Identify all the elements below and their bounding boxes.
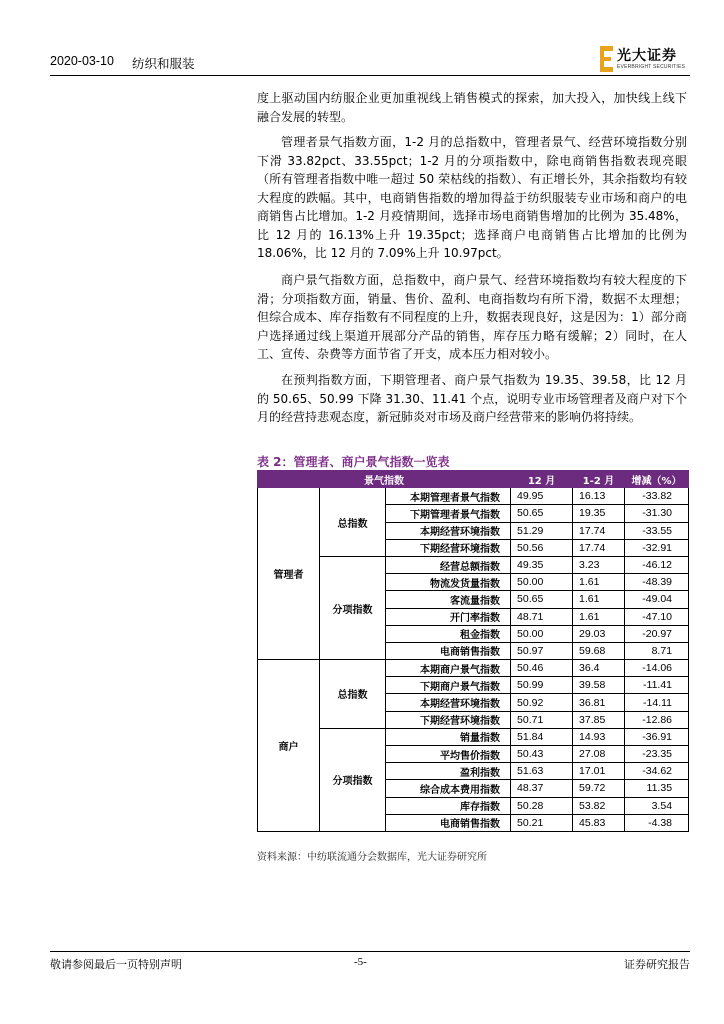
janfeb-value-cell: 1.61	[573, 591, 625, 608]
logo-text: 光大证券	[617, 48, 677, 64]
dec-value-cell: 49.95	[511, 488, 573, 505]
index-name-cell: 本期管理者景气指数	[386, 488, 511, 505]
janfeb-value-cell: 39.58	[573, 677, 625, 694]
janfeb-value-cell: 59.72	[573, 780, 625, 797]
janfeb-value-cell: 17.74	[573, 539, 625, 556]
row-category: 商户	[258, 660, 320, 832]
header-divider	[50, 75, 690, 76]
index-table	[257, 470, 689, 832]
change-value-cell: 3.54	[625, 797, 689, 814]
report-type: 证券研究报告	[624, 958, 690, 971]
row-category: 管理者	[258, 488, 320, 660]
index-name-cell: 物流发货量指数	[386, 574, 511, 591]
dec-value-cell: 50.97	[511, 642, 573, 659]
row-group: 分项指数	[320, 556, 386, 659]
change-value-cell: 11.35	[625, 780, 689, 797]
index-name-cell: 综合成本费用指数	[386, 780, 511, 797]
janfeb-value-cell: 29.03	[573, 625, 625, 642]
change-value-cell: -46.12	[625, 556, 689, 573]
dec-value-cell: 49.35	[511, 556, 573, 573]
index-name-cell: 下期管理者景气指数	[386, 505, 511, 522]
change-value-cell: -12.86	[625, 711, 689, 728]
index-name-cell: 本期经营环境指数	[386, 694, 511, 711]
janfeb-value-cell: 53.82	[573, 797, 625, 814]
paragraph: 在预判指数方面，下期管理者、商户景气指数为 19.35、39.58，比 12 月的 50.65、50.99 下降 31.30、11.41 个点，说明专业市场管理者及商户对下个月的经营持悲观态度，新冠肺炎对市场及商户经营带来的影响仍将持续。	[257, 373, 687, 424]
janfeb-value-cell: 59.68	[573, 642, 625, 659]
janfeb-value-cell: 19.35	[573, 505, 625, 522]
table-row	[258, 728, 689, 745]
janfeb-value-cell: 14.93	[573, 728, 625, 745]
index-name-cell: 经营总额指数	[386, 556, 511, 573]
index-name-cell: 平均售价指数	[386, 746, 511, 763]
column-header: 景气指数	[258, 471, 511, 488]
change-value-cell: 8.71	[625, 642, 689, 659]
index-name-cell: 下期商户景气指数	[386, 677, 511, 694]
janfeb-value-cell: 3.23	[573, 556, 625, 573]
janfeb-value-cell: 37.85	[573, 711, 625, 728]
change-value-cell: -49.04	[625, 591, 689, 608]
index-name-cell: 电商销售指数	[386, 642, 511, 659]
column-header: 12 月	[511, 471, 573, 488]
report-sector: 纺织和服装	[132, 56, 195, 71]
dec-value-cell: 50.56	[511, 539, 573, 556]
index-name-cell: 下期经营环境指数	[386, 539, 511, 556]
janfeb-value-cell: 16.13	[573, 488, 625, 505]
change-value-cell: -20.97	[625, 625, 689, 642]
dec-value-cell: 50.28	[511, 797, 573, 814]
dec-value-cell: 51.63	[511, 763, 573, 780]
index-name-cell: 下期经营环境指数	[386, 711, 511, 728]
change-value-cell: -47.10	[625, 608, 689, 625]
change-value-cell: -32.91	[625, 539, 689, 556]
column-header: 增减（%）	[625, 471, 689, 488]
row-group: 总指数	[320, 660, 386, 729]
column-header: 1-2 月	[573, 471, 625, 488]
table-header-row	[258, 471, 689, 488]
paragraph: 管理者景气指数方面，1-2 月的总指数中，管理者景气、经营环境指数分别下滑 33.82pct、33.55pct；1-2 月的分项指数中，除电商销售指数表现亮眼（所有管理者指数中唯一超过 50 荣枯线的指数）、有正增长外，其余指数均有较大程度的跌幅。其中，电商销售指数的增加得益于纺织服装专业市场和商户的电商销售占比增加。1-2 月疫情期间，选择市场电商销售增加的比例为 35.48%，比 12 月的 16.13%上升 19.35pct；选择商户电商销售占比增加的比例为 18.06%，比 12 月的 7.09%上升 10.97pct。	[257, 135, 687, 260]
change-value-cell: -11.41	[625, 677, 689, 694]
footer-divider	[50, 951, 690, 952]
dec-value-cell: 50.65	[511, 591, 573, 608]
paragraph: 度上驱动国内纺服企业更加重视线上销售模式的探索，加大投入，加快线上线下融合发展的转型。	[257, 91, 687, 124]
change-value-cell: -31.30	[625, 505, 689, 522]
index-name-cell: 租金指数	[386, 625, 511, 642]
change-value-cell: -36.91	[625, 728, 689, 745]
table-source: 资料来源：中纺联流通分会数据库，光大证券研究所	[257, 852, 487, 863]
dec-value-cell: 48.71	[511, 608, 573, 625]
page-number: -5-	[354, 956, 367, 968]
janfeb-value-cell: 36.81	[573, 694, 625, 711]
dec-value-cell: 50.46	[511, 660, 573, 677]
janfeb-value-cell: 1.61	[573, 574, 625, 591]
change-value-cell: -23.35	[625, 746, 689, 763]
dec-value-cell: 48.37	[511, 780, 573, 797]
janfeb-value-cell: 1.61	[573, 608, 625, 625]
table-row	[258, 488, 689, 505]
index-name-cell: 开门率指数	[386, 608, 511, 625]
report-date: 2020-03-10	[50, 54, 114, 68]
table-body	[258, 488, 689, 832]
janfeb-value-cell: 17.74	[573, 522, 625, 539]
logo-mark-icon	[600, 46, 613, 72]
disclaimer-note: 敬请参阅最后一页特别声明	[50, 958, 182, 971]
change-value-cell: -33.55	[625, 522, 689, 539]
index-name-cell: 盈利指数	[386, 763, 511, 780]
dec-value-cell: 50.92	[511, 694, 573, 711]
dec-value-cell: 50.21	[511, 814, 573, 831]
change-value-cell: -4.38	[625, 814, 689, 831]
table-row	[258, 660, 689, 677]
dec-value-cell: 50.65	[511, 505, 573, 522]
dec-value-cell: 50.43	[511, 746, 573, 763]
change-value-cell: -14.06	[625, 660, 689, 677]
change-value-cell: -33.82	[625, 488, 689, 505]
janfeb-value-cell: 27.08	[573, 746, 625, 763]
logo-subtext: EVERBRIGHT SECURITIES	[617, 64, 686, 70]
index-name-cell: 库存指数	[386, 797, 511, 814]
dec-value-cell: 51.84	[511, 728, 573, 745]
janfeb-value-cell: 36.4	[573, 660, 625, 677]
table-row	[258, 556, 689, 573]
dec-value-cell: 50.71	[511, 711, 573, 728]
change-value-cell: -48.39	[625, 574, 689, 591]
paragraph: 商户景气指数方面，总指数中，商户景气、经营环境指数均有较大程度的下滑；分项指数方面，销量、售价、盈利、电商指数均有所下滑，数据不太理想；但综合成本、库存指数有不同程度的上升，数据表现良好，这是因为：1）部分商户选择通过线上渠道开展部分产品的销售，库存压力略有缓解；2）同时，在人工、宣传、杂费等方面节省了开支，成本压力相对较小。	[257, 273, 687, 361]
table-title: 表 2：管理者、商户景气指数一览表	[257, 455, 450, 469]
dec-value-cell: 50.99	[511, 677, 573, 694]
row-group: 分项指数	[320, 728, 386, 831]
index-name-cell: 电商销售指数	[386, 814, 511, 831]
index-name-cell: 本期商户景气指数	[386, 660, 511, 677]
dec-value-cell: 51.29	[511, 522, 573, 539]
index-name-cell: 本期经营环境指数	[386, 522, 511, 539]
company-logo	[600, 44, 690, 76]
index-name-cell: 销量指数	[386, 728, 511, 745]
row-group: 总指数	[320, 488, 386, 557]
change-value-cell: -34.62	[625, 763, 689, 780]
index-name-cell: 客流量指数	[386, 591, 511, 608]
dec-value-cell: 50.00	[511, 574, 573, 591]
janfeb-value-cell: 17.01	[573, 763, 625, 780]
dec-value-cell: 50.00	[511, 625, 573, 642]
janfeb-value-cell: 45.83	[573, 814, 625, 831]
change-value-cell: -14.11	[625, 694, 689, 711]
